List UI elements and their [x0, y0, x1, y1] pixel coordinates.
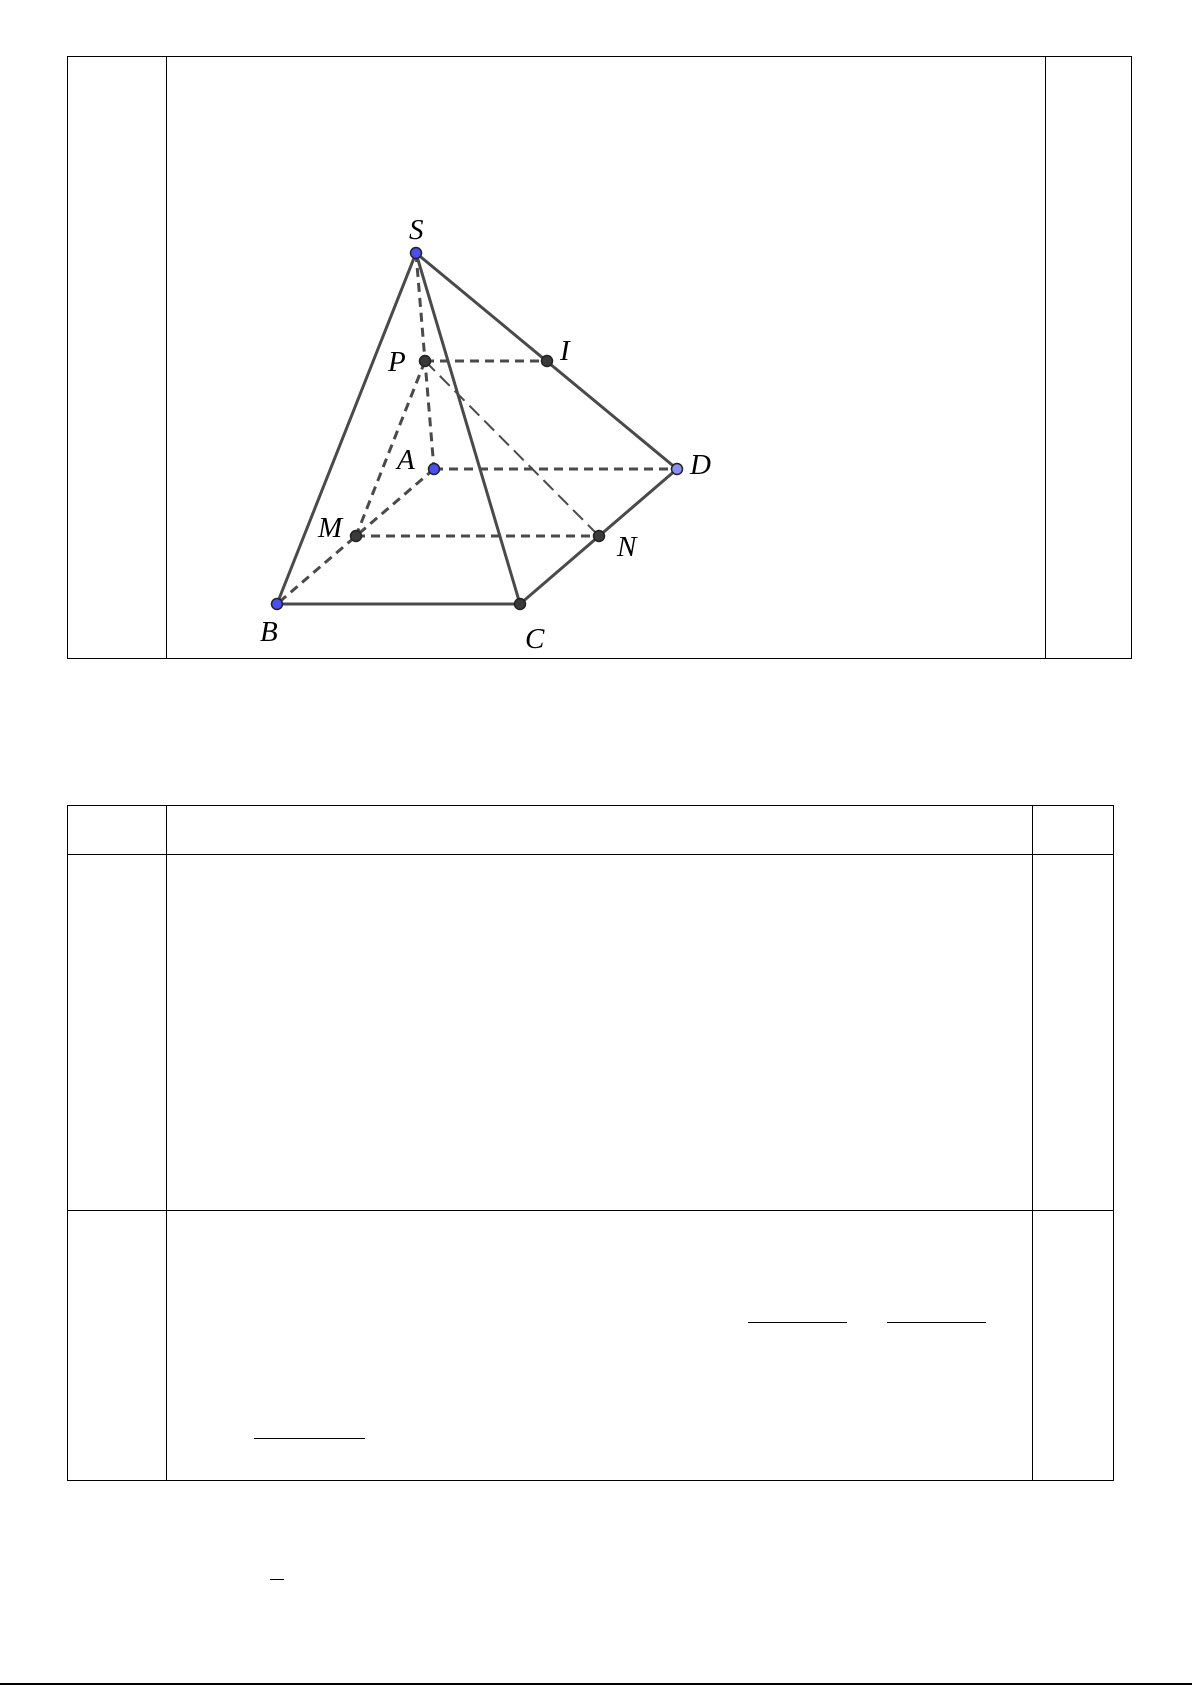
fraction-bar-3 [254, 1438, 365, 1439]
point-B [272, 599, 283, 610]
label-N: N [617, 531, 637, 563]
table-2-left-border [67, 805, 68, 1481]
label-C: C [525, 623, 545, 655]
fraction-bar-1 [748, 1322, 847, 1323]
point-D [672, 464, 683, 475]
edge-SB [277, 253, 416, 604]
table-2-divider-1 [166, 805, 167, 1481]
table-2-top-border [67, 805, 1114, 806]
edge-SC [416, 253, 520, 604]
table-2-bottom-border [67, 1480, 1114, 1481]
label-M: M [318, 512, 343, 544]
fraction-bar-2 [887, 1322, 986, 1323]
segment-PN [425, 361, 599, 536]
point-A [429, 464, 440, 475]
point-S [411, 248, 422, 259]
label-I: I [560, 335, 570, 367]
table-2-header-divider [67, 854, 1114, 855]
point-P [420, 356, 431, 367]
label-S: S [409, 214, 424, 246]
fraction-bar-4 [270, 1579, 284, 1580]
label-B: B [260, 616, 278, 648]
label-D: D [690, 449, 711, 481]
table-2-row-divider [67, 1210, 1114, 1211]
point-M [351, 531, 362, 542]
point-C [515, 599, 526, 610]
table-2-right-border [1113, 805, 1114, 1481]
label-P: P [388, 346, 406, 378]
point-I [542, 356, 553, 367]
point-N [594, 531, 605, 542]
label-A: A [397, 444, 415, 476]
pyramid-figure [0, 0, 1192, 700]
table-2-divider-2 [1032, 805, 1033, 1481]
